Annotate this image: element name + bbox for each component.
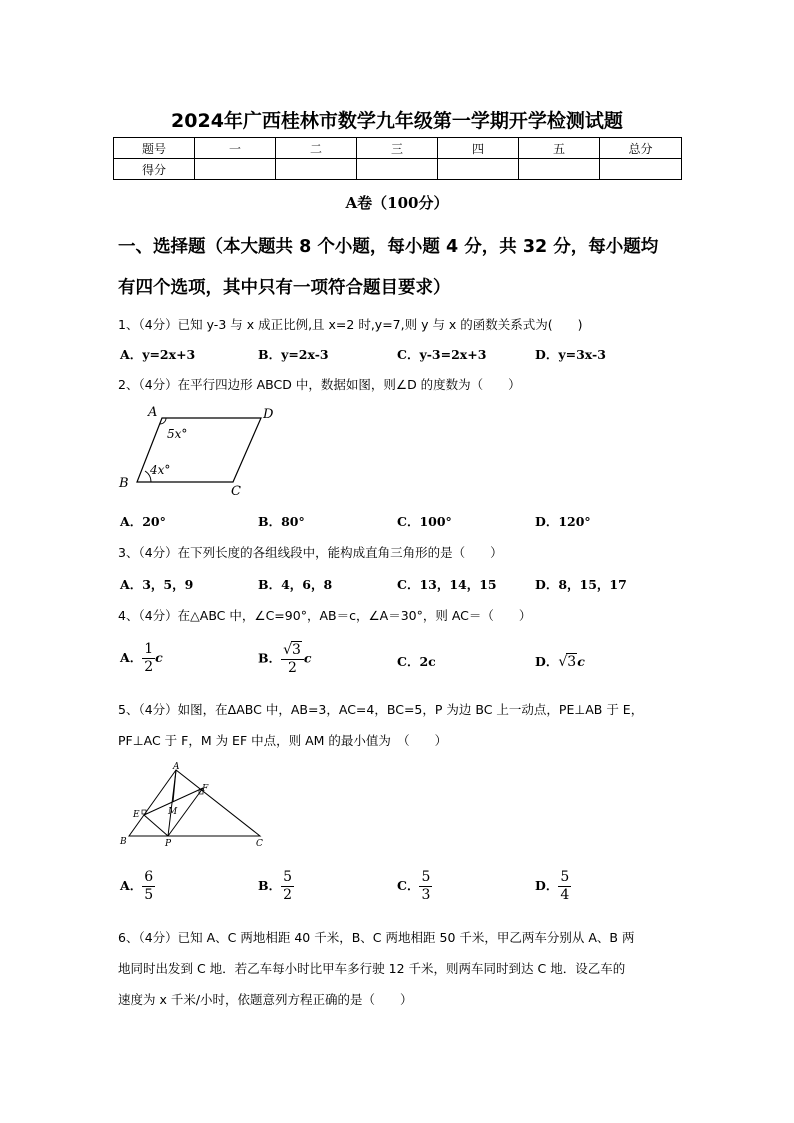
angle-a-label: 5x° [167, 427, 188, 441]
label-b: B [119, 476, 129, 491]
q5-option-b-prefix: B． [258, 878, 282, 893]
fraction-numerator: 6 [144, 869, 154, 885]
fraction-denominator: 2 [288, 660, 297, 676]
q5-option-b[interactable] [258, 869, 294, 904]
label-m: M [168, 807, 178, 817]
q4-option-b[interactable] [258, 641, 312, 677]
label-a: A [173, 762, 180, 772]
q4-option-d[interactable] [535, 652, 585, 670]
q5-option-d-prefix: D． [535, 878, 559, 893]
score-header-cell: 三 [357, 138, 438, 159]
q1-option-b[interactable]: B．y=2x-3 [258, 347, 329, 362]
label-a: A [148, 405, 158, 420]
fraction-numerator: √3 [281, 641, 304, 660]
fraction-denominator: 2 [283, 887, 292, 903]
section1-heading-line2: 有四个选项，其中只有一项符合题目要求） [118, 278, 451, 298]
question-1-text: 1、（4分）已知 y-3 与 x 成正比例,且 x=2 时,y=7,则 y 与 x 的函数关系式为( ) [118, 317, 583, 332]
parallelogram-figure [115, 402, 285, 497]
fraction-numerator: 5 [283, 869, 292, 885]
question-6-line2: 地同时出发到 C 地．若乙车每小时比甲车多行驶 12 千米，则两车同时到达 C 地．设乙车的 [118, 961, 626, 976]
sqrt-radicand: 3 [567, 654, 577, 670]
q2-option-c[interactable]: C．100° [397, 514, 452, 529]
q3-option-d[interactable]: D．8，15，17 [535, 577, 627, 592]
q3-option-b[interactable]: B．4，6，8 [258, 577, 333, 592]
question-3-text: 3、（4分）在下列长度的各组线段中，能构成直角三角形的是（ ） [118, 545, 503, 560]
q5-option-c[interactable] [397, 869, 432, 904]
score-header-cell: 五 [519, 138, 600, 159]
fraction-numerator: 5 [421, 869, 431, 885]
label-e: E [133, 810, 140, 820]
q4-option-b-prefix: B． [258, 650, 282, 666]
fraction-denominator: 5 [144, 887, 154, 903]
q4-option-a-var: c [155, 650, 163, 665]
score-table-header-row [114, 138, 682, 159]
page-title: 2024年广西桂林市数学九年级第一学期开学检测试题 [171, 110, 623, 132]
q5-option-a[interactable] [120, 869, 155, 904]
q5-option-d[interactable] [535, 869, 571, 904]
q5-option-a-fraction [142, 869, 155, 904]
question-5-line1: 5、（4分）如图，在ΔABC 中，AB=3，AC=4，BC=5，P 为边 BC 上一动点，PE⊥AB 于 E， [118, 702, 644, 717]
segment-pe [144, 815, 168, 836]
question-2-text: 2、（4分）在平行四边形 ABCD 中，数据如图，则∠D 的度数为（ ） [118, 377, 521, 392]
q4-option-a-fraction [142, 641, 155, 676]
q3-option-c[interactable]: C．13，14，15 [397, 577, 497, 592]
fraction-denominator: 3 [421, 887, 431, 903]
paper-section-title: A卷（100分） [345, 194, 449, 212]
q4-option-a-prefix: A． [120, 650, 143, 665]
label-b: B [120, 837, 127, 847]
score-cell[interactable] [357, 159, 438, 180]
label-d: D [263, 407, 274, 422]
q1-option-d[interactable]: D．y=3x-3 [535, 347, 606, 362]
q4-option-d-var: c [577, 654, 585, 669]
score-row-label: 得分 [114, 159, 195, 180]
score-cell[interactable] [276, 159, 357, 180]
label-c: C [231, 484, 241, 497]
triangle-abc [129, 770, 260, 836]
label-c: C [256, 839, 263, 849]
question-4-text: 4、（4分）在△ABC 中，∠C=90°，AB＝c，∠A＝30°，则 AC＝（ ） [118, 608, 532, 623]
q1-option-c[interactable]: C．y-3=2x+3 [397, 347, 487, 362]
q5-option-a-prefix: A． [120, 878, 143, 893]
q5-option-d-fraction [558, 869, 571, 904]
q5-option-c-prefix: C． [397, 878, 420, 893]
triangle-figure [115, 760, 275, 852]
q2-option-a[interactable]: A．20° [120, 514, 166, 529]
label-f: F [202, 784, 209, 794]
score-cell[interactable] [600, 159, 682, 180]
fraction-numerator: 1 [144, 641, 154, 657]
label-p: P [165, 839, 172, 849]
fraction-numerator: 5 [560, 869, 570, 885]
score-cell[interactable] [519, 159, 600, 180]
score-cell[interactable] [195, 159, 276, 180]
q5-option-b-fraction [281, 869, 294, 904]
score-header-cell: 二 [276, 138, 357, 159]
q2-option-d[interactable]: D．120° [535, 514, 591, 529]
q3-option-a[interactable]: A．3，5，9 [120, 577, 194, 592]
q1-option-a[interactable]: A．y=2x+3 [120, 347, 196, 362]
score-table [113, 137, 682, 180]
score-header-cell: 四 [438, 138, 519, 159]
q5-option-c-fraction [419, 869, 432, 904]
sqrt-radicand: 3 [292, 642, 301, 658]
q4-option-d-prefix: D． [535, 654, 559, 669]
q4-option-b-var: c [303, 650, 312, 666]
score-header-cell: 总分 [600, 138, 682, 159]
q4-option-a[interactable] [120, 641, 163, 676]
q4-option-c[interactable]: C．2c [397, 654, 436, 669]
angle-b-label: 4x° [150, 463, 171, 477]
q4-option-b-fraction [281, 641, 304, 677]
fraction-denominator: 4 [560, 887, 570, 903]
score-cell[interactable] [438, 159, 519, 180]
q2-option-b[interactable]: B．80° [258, 514, 305, 529]
score-table-score-row [114, 159, 682, 180]
question-6-line1: 6、（4分）已知 A、C 两地相距 40 千米，B、C 两地相距 50 千米，甲乙两车分别从 A、B 两 [118, 930, 635, 945]
fraction-denominator: 2 [144, 659, 154, 675]
score-header-cell: 题号 [114, 138, 195, 159]
question-5-line2: PF⊥AC 于 F，M 为 EF 中点，则 AM 的最小值为 （ ） [118, 733, 448, 748]
question-6-line3: 速度为 x 千米/小时，依题意列方程正确的是（ ） [118, 992, 413, 1007]
sqrt-icon: √ [558, 654, 568, 670]
section1-heading-line1: 一、选择题（本大题共 8 个小题，每小题 4 分，共 32 分，每小题均 [118, 237, 659, 257]
score-header-cell: 一 [195, 138, 276, 159]
